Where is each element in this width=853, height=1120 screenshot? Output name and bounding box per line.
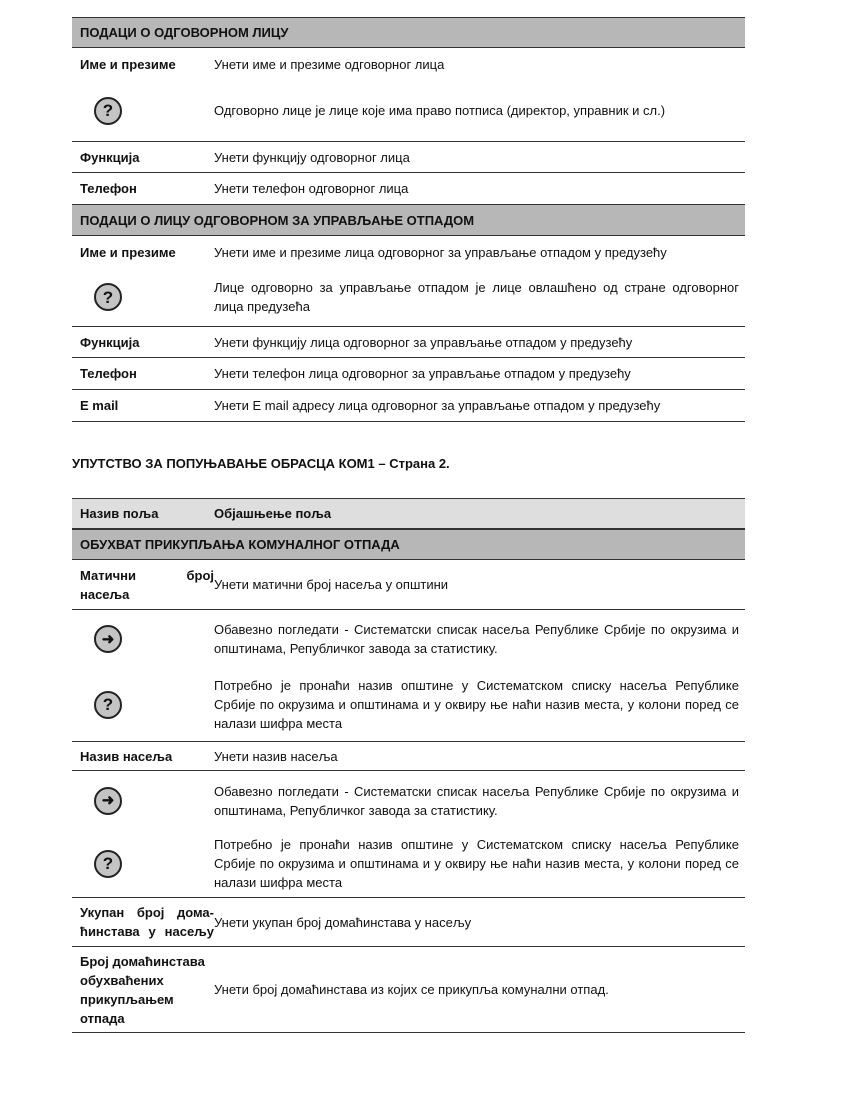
field-label: Име и презиме <box>80 56 176 72</box>
field-label: Функција <box>80 149 140 165</box>
table-row <box>72 898 745 947</box>
field-description: Унети телефон одговорног лица <box>214 181 409 196</box>
icon-cell <box>72 787 214 815</box>
table-row <box>72 48 745 80</box>
field-label: Телефон <box>80 181 137 196</box>
field-description: Обавезно погледати - Систематски списак насеља Републике Србије по окрузима и општинама, Републичког завода за статистику. <box>214 622 739 656</box>
table-row <box>72 268 745 327</box>
column-header-explanation: Објашњење поља <box>214 506 332 521</box>
field-description: Унети E mail адресу лица одговорног за управљање отпадом у предузећу <box>214 398 661 413</box>
field-description: Потребно је пронаћи назив општине у Систематском списку насеља Републике Србије по окрузима и општинама и у оквиру ње наћи назив места, у колони поред се налази шифра места <box>214 678 739 731</box>
table-row <box>72 610 745 668</box>
field-description: Унети број домаћинстава из којих се прикупља комунални отпад. <box>214 982 609 997</box>
table-row <box>72 327 745 358</box>
table-row <box>72 742 745 771</box>
field-description: Одговорно лице је лице које има право потписа (директор, управник и сл.) <box>214 103 666 118</box>
field-label: Назив насеља <box>80 748 173 764</box>
question-icon: ? <box>94 691 122 719</box>
icon-cell <box>72 283 214 311</box>
table-row <box>72 358 745 390</box>
field-label: E mail <box>80 398 119 413</box>
question-icon: ? <box>94 850 122 878</box>
arrow-right-icon: ➜ <box>94 787 122 815</box>
table-row <box>72 236 745 268</box>
table-row <box>72 560 745 610</box>
field-label: Број домаћинстава обухваћених прикупљањем отпада <box>80 953 205 1026</box>
icon-cell <box>72 625 214 653</box>
field-label: Име и презиме <box>80 244 176 260</box>
table-row <box>72 173 745 204</box>
table2 <box>72 498 745 1033</box>
field-description: Унети матични број насеља у општини <box>214 577 449 592</box>
field-label: Функција <box>80 334 140 350</box>
field-description: Унети укупан број домаћинстава у насељу <box>214 914 472 930</box>
section1-table <box>72 17 745 422</box>
section-header: ПОДАЦИ О ОДГОВОРНОМ ЛИЦУ <box>72 17 745 48</box>
table-row <box>72 830 745 898</box>
table-row <box>72 668 745 742</box>
field-label: Укупан број дома-ћинстава у насељу <box>80 905 214 939</box>
icon-cell <box>72 850 214 878</box>
table-row <box>72 947 745 1033</box>
field-label: Матични број насеља <box>80 567 214 602</box>
field-description: Лице одговорно за управљање отпадом је лице овлашћено од стране одговорног лица предузећа <box>214 280 739 314</box>
question-icon: ? <box>94 97 122 125</box>
icon-cell <box>72 97 214 125</box>
table-row <box>72 390 745 422</box>
icon-cell <box>72 691 214 719</box>
field-description: Унети телефон лица одговорног за управљање отпадом у предузећу <box>214 366 631 381</box>
arrow-right-icon: ➜ <box>94 625 122 653</box>
field-description: Обавезно погледати - Систематски списак насеља Републике Србије по окрузима и општинама, Републичког завода за статистику. <box>214 783 739 818</box>
field-description: Унети функцију одговорног лица <box>214 149 410 165</box>
table-row <box>72 80 745 142</box>
instructions-title: УПУТСТВО ЗА ПОПУЊАВАЊЕ ОБРАСЦА КОМ1 – Страна 2. <box>72 456 450 471</box>
column-header-field: Назив поља <box>80 506 159 521</box>
field-description: Унети име и презиме лица одговорног за управљање отпадом у предузећу <box>214 244 667 260</box>
question-icon: ? <box>94 283 122 311</box>
field-description: Потребно је пронаћи назив општине у Систематском списку насеља Републике Србије по окрузима и општинама и у оквиру ње наћи назив места, у колони поред се налази шифра места <box>214 837 739 890</box>
field-description: Унети функцију лица одговорног за управљање отпадом у предузећу <box>214 334 633 350</box>
field-description: Унети име и презиме одговорног лица <box>214 56 445 72</box>
field-label: Телефон <box>80 366 137 381</box>
table-row <box>72 142 745 173</box>
section-header: ОБУХВАТ ПРИКУПЉАЊА КОМУНАЛНОГ ОТПАДА <box>72 529 745 560</box>
table-row <box>72 771 745 830</box>
section-header: ПОДАЦИ О ЛИЦУ ОДГОВОРНОМ ЗА УПРАВЉАЊЕ ОТПАДОМ <box>72 204 745 236</box>
column-header-row <box>72 498 745 529</box>
field-description: Унети назив насеља <box>214 748 338 764</box>
